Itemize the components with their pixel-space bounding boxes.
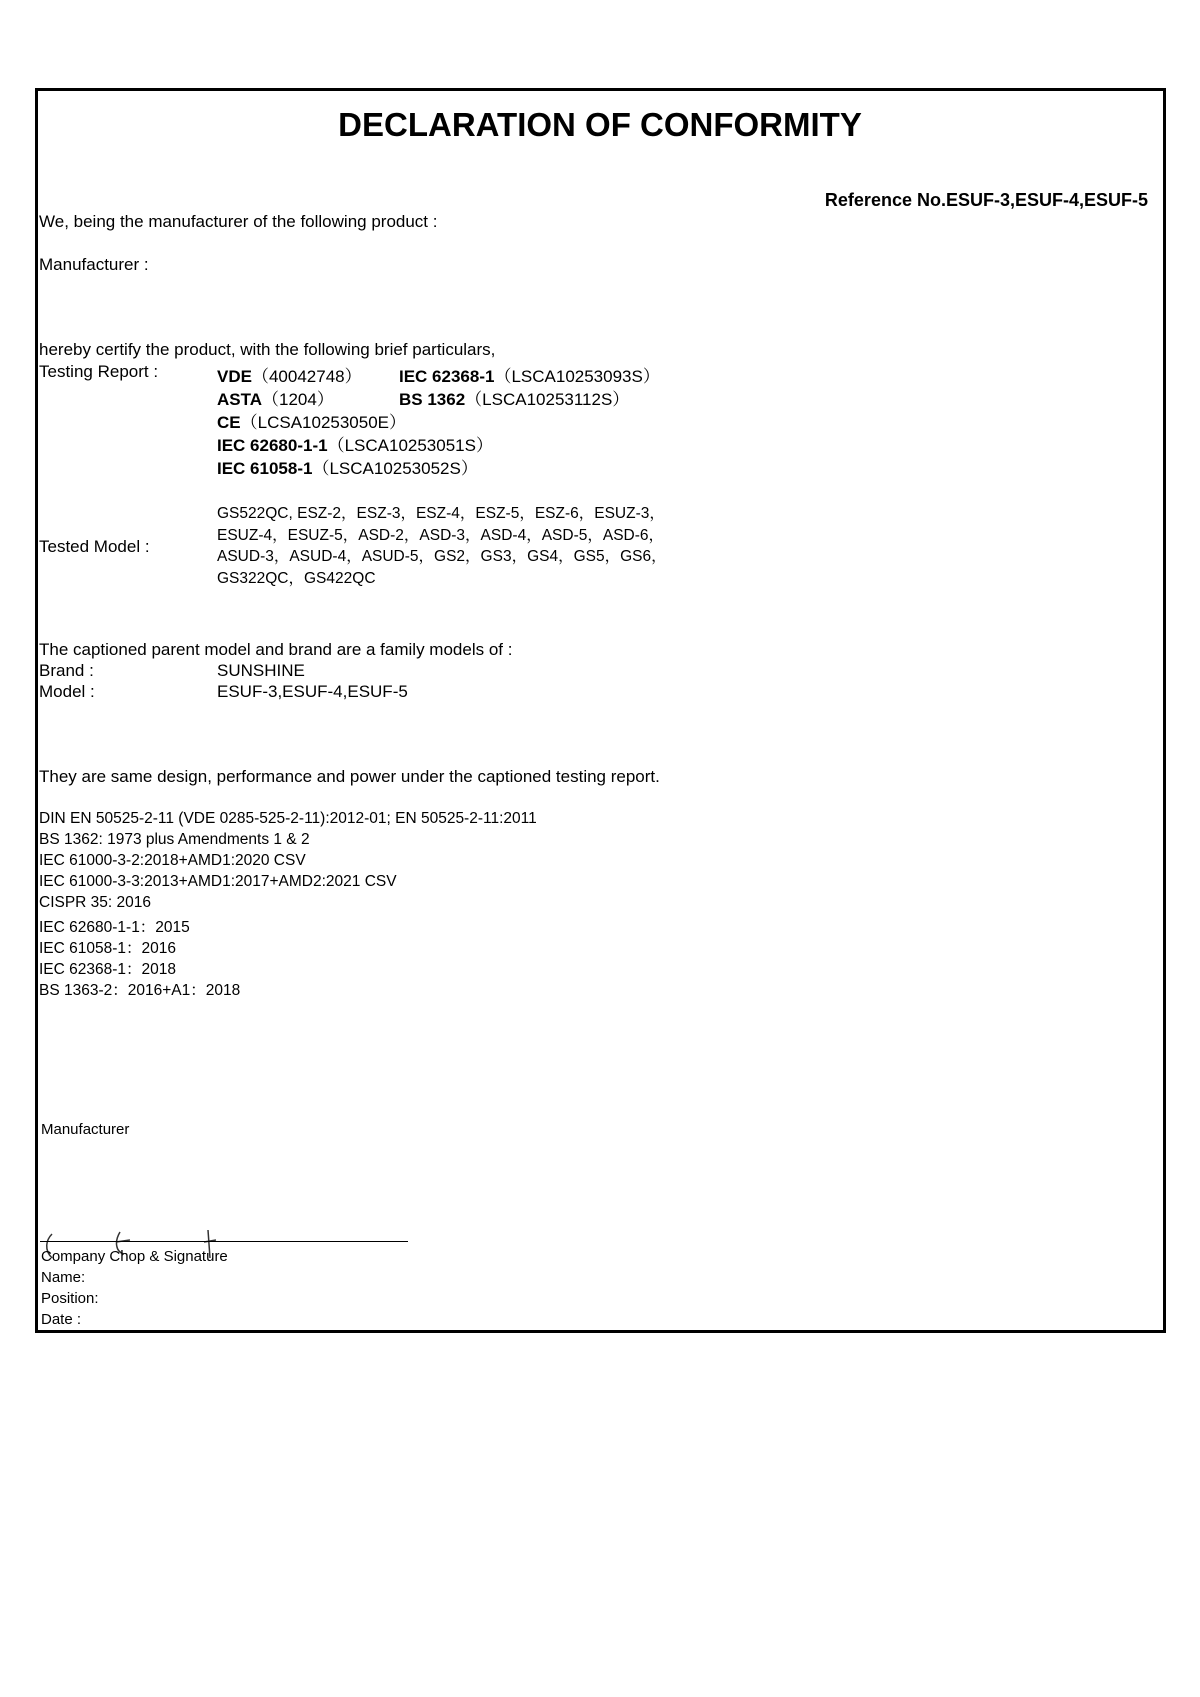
- report-iec-61058: IEC 61058-1（LSCA10253052S）: [217, 459, 478, 478]
- standard-line: IEC 61000-3-3:2013+AMD1:2017+AMD2:2021 CSV: [39, 873, 397, 890]
- report-iec-62680: IEC 62680-1-1（LSCA10253051S）: [217, 436, 493, 455]
- signature-line: [40, 1241, 408, 1242]
- same-design-text: They are same design, performance and power under the captioned testing report.: [39, 767, 660, 786]
- document-border: [35, 88, 1166, 1333]
- reference-number: Reference No.ESUF-3,ESUF-4,ESUF-5: [824, 190, 1148, 210]
- tested-models-list: [217, 503, 717, 589]
- position-label: Position:: [41, 1290, 99, 1307]
- tested-models-line: ASUD-3，ASUD-4，ASUD-5，GS2，GS3，GS4，GS5，GS6，: [217, 548, 667, 565]
- standard-line: DIN EN 50525-2-11 (VDE 0285-525-2-11):2012-01; EN 50525-2-11:2011: [39, 810, 537, 827]
- report-asta: ASTA（1204）: [217, 390, 334, 409]
- model-label: Model :: [39, 682, 95, 701]
- certify-text: hereby certify the product, with the following brief particulars,: [39, 340, 496, 359]
- standard-line: IEC 61000-3-2:2018+AMD1:2020 CSV: [39, 852, 306, 869]
- standard-line: IEC 61058-1：2016: [39, 940, 177, 957]
- tested-models-line: GS322QC，GS422QC: [217, 569, 376, 587]
- standard-line: IEC 62368-1：2018: [39, 961, 177, 978]
- brand-value: SUNSHINE: [217, 661, 305, 680]
- report-iec-62368: IEC 62368-1（LSCA10253093S）: [399, 367, 660, 386]
- standard-line: BS 1362: 1973 plus Amendments 1 & 2: [39, 831, 310, 848]
- family-intro: The captioned parent model and brand are a family models of :: [39, 640, 513, 659]
- intro-text: We, being the manufacturer of the following product :: [39, 212, 438, 231]
- date-label: Date :: [41, 1311, 82, 1328]
- tested-models-line: GS522QC, ESZ-2，ESZ-3，ESZ-4，ESZ-5，ESZ-6，ESUZ-3，: [217, 505, 665, 522]
- standard-line: BS 1363-2：2016+A1：2018: [39, 982, 241, 999]
- report-ce: CE（LCSA10253050E）: [217, 413, 407, 432]
- document-title: DECLARATION OF CONFORMITY: [338, 106, 862, 143]
- brand-label: Brand :: [39, 661, 94, 680]
- model-value: ESUF-3,ESUF-4,ESUF-5: [217, 682, 408, 701]
- tested-model-label: Tested Model :: [39, 537, 150, 556]
- footer-manufacturer-label: Manufacturer: [41, 1121, 130, 1138]
- company-chop-signature-label: Company Chop & Signature: [41, 1248, 228, 1265]
- tested-models-line: ESUZ-4，ESUZ-5，ASD-2，ASD-3，ASD-4，ASD-5，ASD-6，: [217, 526, 665, 544]
- report-vde: VDE（40042748）: [217, 367, 362, 386]
- testing-report-label: Testing Report :: [39, 362, 159, 381]
- name-label: Name:: [41, 1269, 86, 1286]
- standard-line: CISPR 35: 2016: [39, 894, 152, 911]
- manufacturer-label: Manufacturer :: [39, 255, 149, 274]
- standard-line: IEC 62680-1-1：2015: [39, 919, 190, 936]
- report-bs-1362: BS 1362（LSCA10253112S）: [399, 390, 630, 409]
